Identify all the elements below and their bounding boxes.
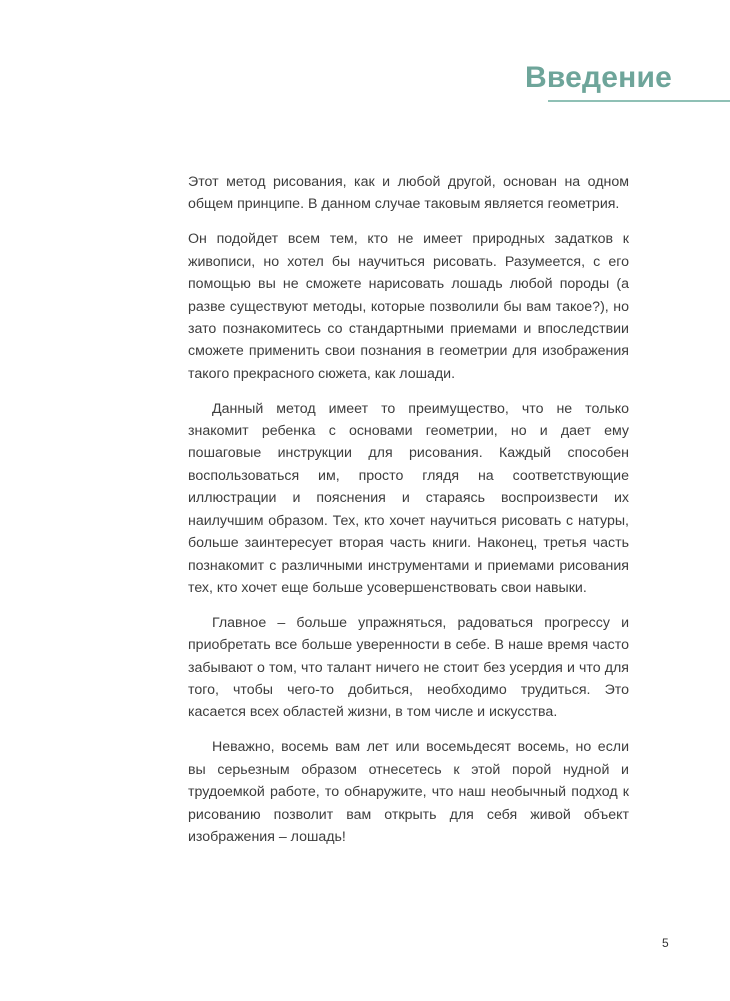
paragraph-1: Этот метод рисования, как и любой другой, основан на одном общем принципе. В данном случае таковым является геометрия. (188, 174, 629, 213)
paragraph-3: Данный метод имеет то преимущество, что не только знакомит ребенка с основами геометрии, но и дает ему пошаговые инструкции для рисования. Каждый способен воспользоваться им, просто глядя на соответствующие иллюстрации и пояснения и стараясь воспроизвести их наилучшим образом. Тех, кто хочет научиться рисовать с натуры, больше заинтересует вторая часть книги. Наконец, третья часть познакомит с различными инструментами и приемами рисования тех, кто хочет еще больше усовершенствовать свои навыки. (188, 400, 629, 596)
title-underline-rule (548, 100, 730, 102)
paragraph-5: Неважно, восемь вам лет или восемьдесят восемь, но если вы серьезным образом отнесетесь к этой порой нудной и трудоемкой работе, то обнаружите, что наш необычный подход к рисованию позволит вам открыть для себя живой объект изображения – лошадь! (188, 739, 629, 845)
body-text (188, 171, 629, 861)
page-title: Введение (525, 61, 672, 94)
paragraph-2: Он подойдет всем тем, кто не имеет природных задатков к живописи, но хотел бы научиться рисовать. Разумеется, с его помощью вы не сможете нарисовать лошадь любой породы (а разве существуют методы, которые позволили бы вам такое?), но зато познакомитесь со стандартными приемами и впоследствии сможете применить свои познания в геометрии для изображения такого прекрасного сюжета, как лошади. (188, 231, 629, 382)
paragraph-4: Главное – больше упражняться, радоваться прогрессу и приобретать все больше уверенности в себе. В наше время часто забывают о том, что талант ничего не стоит без усердия и что для того, чтобы чего-то добиться, необходимо трудиться. Это касается всех областей жизни, в том числе и искусства. (188, 614, 629, 721)
page-number: 5 (662, 936, 669, 950)
